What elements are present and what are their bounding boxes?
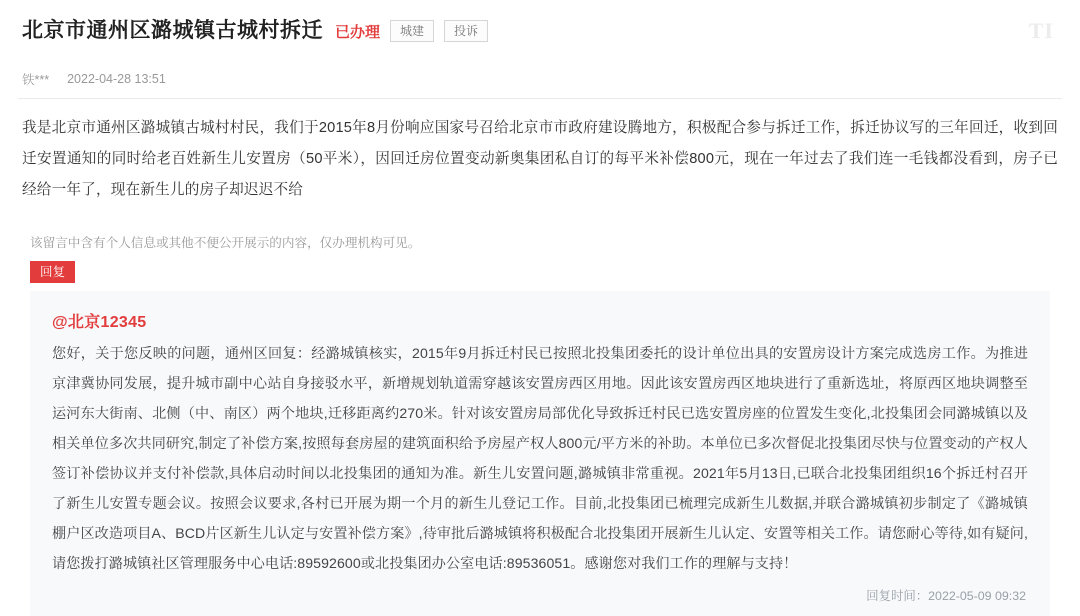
page-title: 北京市通州区潞城镇古城村拆迁	[22, 19, 323, 42]
category-tag-complaint[interactable]: 投诉	[444, 20, 488, 42]
reply-badge-wrap	[18, 261, 1062, 283]
reply-time-value: 2022-05-09 09:32	[928, 589, 1026, 603]
reply-content: 您好，关于您反映的问题，通州区回复：经潞城镇核实，2015年9月拆迁村民已按照北投集团委托的设计单位出具的安置房设计方案完成选房工作。为推进京津冀协同发展，提升城市副中心站自身接驳水平，新增规划轨道需穿越该安置房西区用地。因此该安置房西区地块进行了重新选址，将原西区地块调整至运河东大街南、北侧（中、南区）两个地块,迁移距离约270米。针对该安置房局部优化导致拆迁村民已选安置房座的位置发生变化,北投集团会同潞城镇以及相关单位多次共同研究,制定了补偿方案,按照每套房屋的建筑面积给予房屋产权人800元/平方米的补助。本单位已多次督促北投集团尽快与位置变动的产权人签订补偿协议并支付补偿款,具体启动时间以北投集团的通知为准。新生儿安置问题,潞城镇非常重视。2021年5月13日,已联合北投集团组织16个拆迁村召开了新生儿安置专题会议。按照会议要求,各村已开展为期一个月的新生儿登记工作。目前,北投集团已梳理完成新生儿数据,并联合潞城镇初步制定了《潞城镇棚户区改造项目A、BCD片区新生儿认定与安置补偿方案》,待审批后潞城镇将积极配合北投集团开展新生儿认定、安置等相关工作。请您耐心等待,如有疑问,请您拨打潞城镇社区管理服务中心电话:89592600或北投集团办公室电话:89536051。感谢您对我们工作的理解与支持！	[52, 345, 1028, 571]
reply-badge: 回复	[30, 261, 75, 283]
watermark-logo: TI	[1028, 18, 1054, 43]
reply-box	[30, 291, 1050, 616]
reply-time-label: 回复时间：	[866, 589, 929, 603]
post-content: 我是北京市通州区潞城镇古城村村民，我们于2015年8月份响应国家号召给北京市市政府建设腾地方，积极配合参与拆迁工作，拆迁协议写的三年回迁，收到回迁安置通知的同时给老百姓新生儿安置房（50平米），因回迁房位置变动新奥集团私自订的每平米补偿800元，现在一年过去了我们连一毛钱都没看到，房子已经给一年了，现在新生儿的房子却迟迟不给	[22, 120, 1058, 198]
post-meta	[18, 70, 1062, 88]
author-name: 铁***	[22, 73, 50, 87]
post-header	[18, 0, 1062, 46]
reply-time	[52, 586, 1028, 604]
reply-author: @北京12345	[52, 314, 147, 331]
privacy-note: 该留言中含有个人信息或其他不便公开展示的内容，仅办理机构可见。	[30, 236, 421, 250]
post-datetime: 2022-04-28 13:51	[67, 72, 166, 86]
category-tag-construction[interactable]: 城建	[390, 20, 434, 42]
status-badge: 已办理	[335, 23, 381, 41]
header-divider	[18, 98, 1062, 99]
